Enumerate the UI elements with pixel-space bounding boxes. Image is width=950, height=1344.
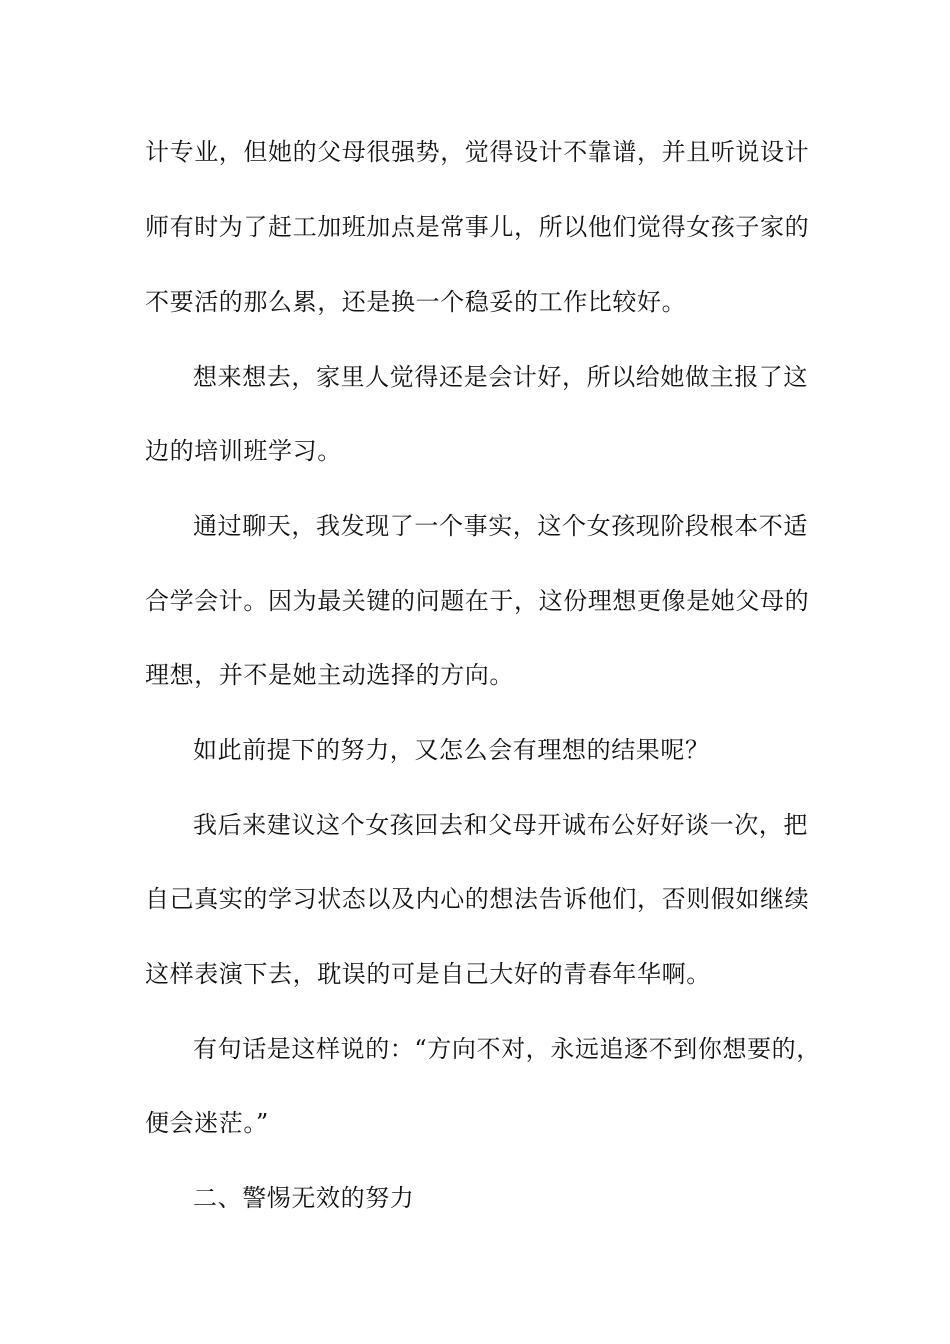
text-line: 师有时为了赶工加班加点是常事儿，所以他们觉得女孩子家的 [145,213,810,241]
text-line: 自己真实的学习状态以及内心的想法告诉他们，否则假如继续 [145,885,810,913]
paragraph-start-line: 有句话是这样说的：“方向不对，永远追逐不到你想要的， [193,1035,821,1063]
paragraph-start-line: 想来想去，家里人觉得还是会计好，所以给她做主报了这 [193,363,808,391]
text-line: 不要活的那么累，还是换一个稳妥的工作比较好。 [145,288,687,316]
text-line: 便会迷茫。” [145,1109,269,1137]
text-line: 这样表演下去，耽误的可是自己大好的青春年华啊。 [145,960,711,988]
text-line: 理想，并不是她主动选择的方向。 [145,661,514,689]
text-line: 合学会计。因为最关键的问题在于，这份理想更像是她父母的 [145,587,810,615]
paragraph-start-line: 如此前提下的努力，又怎么会有理想的结果呢？ [193,736,710,764]
paragraph-start-line: 通过聊天，我发现了一个事实，这个女孩现阶段根本不适 [193,512,808,540]
text-line: 边的培训班学习。 [145,437,342,465]
section-heading: 二、警惕无效的努力 [193,1184,415,1212]
paragraph-start-line: 我后来建议这个女孩回去和父母开诚布公好好谈一次，把 [193,811,808,839]
text-line: 计专业，但她的父母很强势，觉得设计不靠谱，并且听说设计 [145,138,810,166]
